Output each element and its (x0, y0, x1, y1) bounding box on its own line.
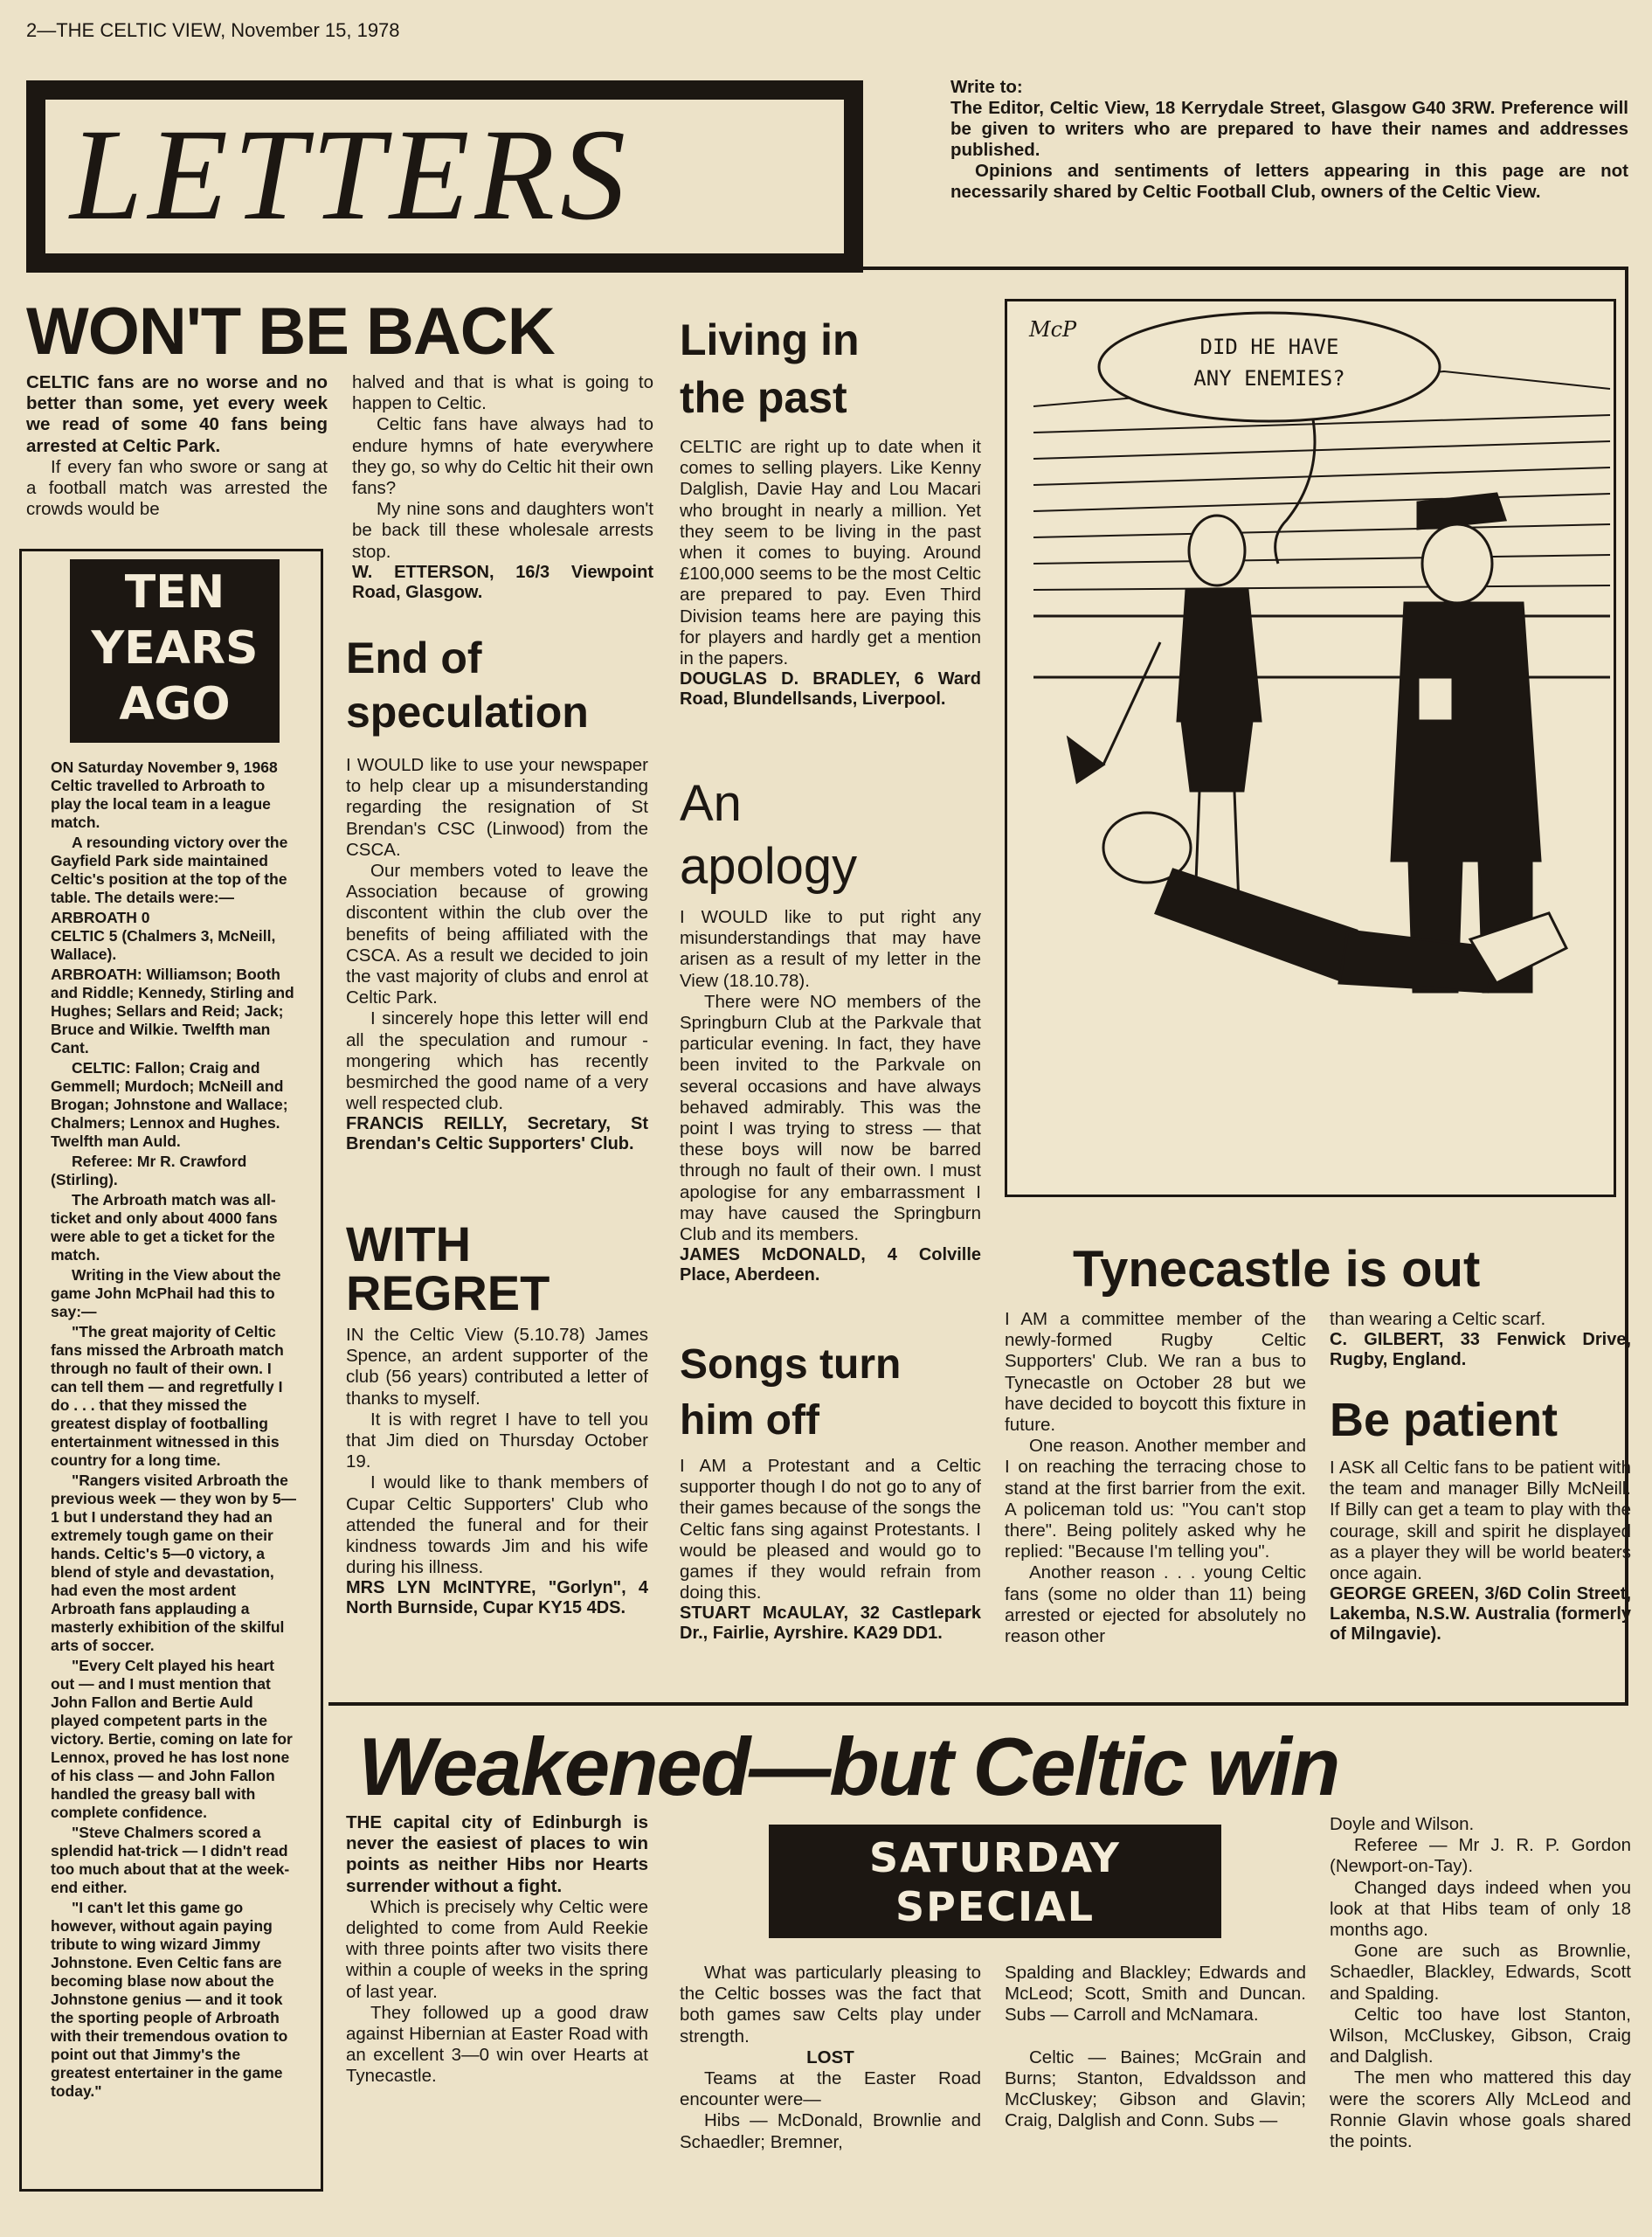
wont-be-back-col2 (352, 372, 653, 603)
headline-living-in-the-past (680, 311, 860, 426)
weakened-top-rule (328, 1702, 1628, 1706)
disclaimer: Opinions and sentiments of letters appearing in this page are not necessarily shared by Celtic Football Club, owners of the Celtic View. (950, 161, 1628, 202)
ten-years-ago-body (51, 758, 299, 2102)
tyne-p3-cont: than wearing a Celtic scarf. (1330, 1309, 1546, 1329)
apology-p1: I WOULD like to put right any misunderstandings that may have arisen as a result of my letter in the View (18.10.78). (680, 907, 981, 991)
tya-p8: Writing in the View about the game John McPhail had this to say:— (51, 1266, 281, 1320)
weakened-col1 (346, 1812, 648, 2088)
tya-p9: "The great majority of Celtic fans missed the Arbroath match through no fault of their own. I can tell them — and regretfully I do . . . that they missed the greatest display of footballing entertainment witnessed in this country for a long time. (51, 1323, 284, 1469)
apology-p2: There were NO members of the Springburn Club at the Parkvale that particular evening. In fact, they have been invited to the Parkvale on several occasions and have always behaved admirably. This was the point I was trying to stress — that these boys will now be barred through no fault of their own. I must apologise for any embarrassment I may have caused the Springburn Club and its members. (680, 991, 981, 1245)
songs-head-2: him off (680, 1397, 819, 1444)
weakened-col2 (680, 1963, 981, 2153)
wont-be-back-col1 (26, 372, 328, 520)
headline-tynecastle: Tynecastle is out (1073, 1241, 1481, 1298)
apology-head-2: apology (680, 838, 858, 895)
weakened-p6-cont: Doyle and Wilson. (1330, 1814, 1475, 1834)
folio: 2—THE CELTIC VIEW, November 15, 1978 (26, 19, 400, 41)
litp-signature: DOUGLAS D. BRADLEY, 6 Ward Road, Blundellsands, Liverpool. (680, 669, 981, 710)
wr-p3: I would like to thank members of Cupar Celtic Supporters' Club who attended the funeral and for their kindness towards Jim and his wife during his illness. (346, 1472, 648, 1578)
wont-be-back-p2: Celtic fans have always had to endure hymns of hate everywhere they go, so why do Celtic hit their own fans? (352, 414, 653, 499)
litp-head-2: the past (680, 373, 847, 422)
an-apology-body (680, 907, 981, 1285)
living-in-the-past-body (680, 437, 981, 710)
weakened-p10: Celtic too have lost Stanton, Wilson, McCluskey, Gibson, Craig and Dalglish. (1330, 2004, 1631, 2067)
weakened-p9: Gone are such as Brownlie, Schaedler, Blackley, Edwards, Scott and Spalding. (1330, 1941, 1631, 2004)
wr-signature: MRS LYN McINTYRE, "Gorlyn", 4 North Burnside, Cupar KY15 4DS. (346, 1578, 648, 1618)
tyne-p1: I AM a committee member of the newly-formed Rugby Celtic Supporters' Club. We ran a bus to Tynecastle on October 28 but we have decided to boycott this fixture in future. (1005, 1309, 1306, 1436)
eos-head-2: speculation (346, 688, 589, 737)
weakened-col4 (1330, 1814, 1631, 2152)
songs-signature: STUART McAULAY, 32 Castlepark Dr., Fairlie, Ayrshire. KA29 DD1. (680, 1603, 981, 1644)
tynecastle-col1 (1005, 1309, 1306, 1647)
ten-years-ago-line1: TEN (124, 566, 225, 619)
tya-p7: The Arbroath match was all-ticket and only about 4000 fans were able to get a ticket for the match. (51, 1191, 278, 1264)
tya-p0: ON Saturday November 9, 1968 Celtic travelled to Arbroath to play the local team in a league match. (51, 758, 278, 831)
tya-p4: ARBROATH: Williamson; Booth and Riddle; Kennedy, Stirling and Hughes; Sellars and Reid; Jack; Bruce and Wilkie. Twelfth man Cant. (51, 966, 294, 1056)
wr-p1: IN the Celtic View (5.10.78) James Spence, an ardent supporter of the club (56 years) contributed a letter of thanks to myself. (346, 1325, 648, 1409)
tya-p6: Referee: Mr R. Crawford (Stirling). (51, 1153, 247, 1188)
eos-head-1: End of (346, 634, 482, 682)
tya-p12: "Steve Chalmers scored a splendid hat-trick — I didn't read too much about that at the week-end either. (51, 1824, 290, 1896)
badge-line2: SPECIAL (895, 1883, 1096, 1930)
tyne-p2: One reason. Another member and I on reaching the terracing chose to stand at the first barrier from the exit. A policeman told us: "You can't stop there". Being politely asked why he replied: "Because I'm telling you". (1005, 1436, 1306, 1562)
headline-songs-turn-him-off (680, 1337, 901, 1449)
weakened-p5-cont: Spalding and Blackley; Edwards and McLeod; Scott, Smith and Duncan. Subs — Carroll and McNamara. (1005, 1963, 1306, 2026)
weakened-p8: Changed days indeed when you look at that Hibs team of only 18 months ago. (1330, 1877, 1631, 1941)
wr-p2: It is with regret I have to tell you that Jim died on Thursday October 19. (346, 1409, 648, 1472)
wont-be-back-lead: CELTIC fans are no worse and no better than some, yet every week we read of some 40 fans being arrested at Celtic Park. (26, 372, 328, 456)
ten-years-ago-line2: YEARS (91, 622, 259, 675)
headline-with-regret (346, 1216, 550, 1320)
tya-p3: CELTIC 5 (Chalmers 3, McNeill, Wallace). (51, 927, 276, 963)
badge-line1: SATURDAY (868, 1834, 1121, 1881)
tynecastle-col2 (1330, 1309, 1631, 1370)
tya-p2: ARBROATH 0 (51, 909, 150, 926)
tya-p1: A resounding victory over the Gayfield Park side maintained Celtic's position at the top of the table. The details were:— (51, 834, 288, 906)
weakened-p5: Hibs — McDonald, Brownlie and Schaedler; Bremner, (680, 2110, 981, 2152)
ten-years-ago-heading (70, 559, 280, 743)
tya-p11: "Every Celt played his heart out — and I must mention that John Fallon and Bertie Auld played competent parts in the victory. Bertie, coming on late for Lennox, proved he has lost none of his class — and John Fallon handled the greasy ball with complete confidence. (51, 1657, 293, 1821)
cartoon-illustration (1007, 301, 1614, 1195)
weakened-p6: Celtic — Baines; McGrain and Burns; Stanton, Edvaldsson and McCluskey; Gibson and Glavin; Craig, Dalglish and Conn. Subs — (1005, 2047, 1306, 2131)
apology-signature: JAMES McDONALD, 4 Colville Place, Aberdeen. (680, 1245, 981, 1285)
masthead-info (950, 77, 1628, 203)
weakened-p4: Teams at the Easter Road encounter were— (680, 2068, 981, 2110)
headline-wont-be-back: WON'T BE BACK (26, 294, 555, 369)
songs-head-1: Songs turn (680, 1341, 902, 1388)
eos-p2: Our members voted to leave the Association because of growing discontent within the club over the benefits of being affiliated with the CSCA. As a result we decided to join the vast majority of clubs and enrol at Celtic Park. (346, 861, 648, 1008)
wr-head-2: REGRET (346, 1265, 550, 1320)
litp-head-1: Living in (680, 315, 860, 364)
cartoon-frame (1005, 299, 1616, 1197)
policeman-figure (1392, 494, 1540, 992)
weakened-p3: What was particularly pleasing to the Celtic bosses was the fact that both games saw Celts play under strength. (680, 1963, 981, 2047)
svg-text:ANY ENEMIES?: ANY ENEMIES? (1193, 366, 1345, 391)
cartoon-signature: McP (1029, 317, 1077, 342)
songs-p1: I AM a Protestant and a Celtic supporter though I do not go to any of their games because of the songs the Celtic fans sing against Protestants. I would be pleased and would go to games if they would refrain from doing this. (680, 1456, 981, 1603)
weakened-subhead-lost: LOST (806, 2047, 854, 2067)
tya-p5: CELTIC: Fallon; Craig and Gemmell; Murdoch; McNeill and Brogan; Johnstone and Wallace; Chalmers; Lennox and Hughes. Twelfth man Auld. (51, 1059, 288, 1150)
saturday-special-badge (769, 1825, 1221, 1938)
tyne-signature: C. GILBERT, 33 Fenwick Drive, Rugby, England. (1330, 1330, 1631, 1370)
headline-weakened: Weakened—but Celtic win (358, 1721, 1339, 1812)
eos-p3: I sincerely hope this letter will end all the speculation and rumour - mongering which has recently besmirched the good name of a very well respected club. (346, 1008, 648, 1114)
weakened-col3 (1005, 1963, 1306, 2131)
litp-p1: CELTIC are right up to date when it comes to selling players. Like Kenny Dalglish, Davie Hay and Lou Macari who brought in nearly a million. Yet they seem to be living in the past when it comes to buying. Around £100,000 seems to be the most Celtic are prepared to pay. Even Third Division teams here are paying this for players and hardly get a mention in the papers. (680, 437, 981, 669)
headline-an-apology (680, 772, 857, 898)
weakened-p1: Which is precisely why Celtic were delighted to come from Auld Reekie with three points after two visits there within a couple of weeks in the spring of last year. (346, 1896, 648, 2002)
cartoon-speech-text: DID HE HAVE (1199, 335, 1339, 359)
with-regret-body (346, 1325, 648, 1618)
wont-be-back-p3: My nine sons and daughters won't be back till these wholesale arrests stop. (352, 499, 653, 562)
ten-years-ago-line3: AGO (119, 678, 231, 731)
apology-head-1: An (680, 775, 742, 832)
weakened-lead: THE capital city of Edinburgh is never the easiest of places to win points as neither Hibs nor Hearts surrender without a fight. (346, 1812, 648, 1896)
eos-signature: FRANCIS REILLY, Secretary, St Brendan's Celtic Supporters' Club. (346, 1114, 648, 1154)
songs-turn-him-off-body (680, 1456, 981, 1644)
wont-be-back-p1: If every fan who swore or sang at a football match was arrested the crowds would be (26, 456, 328, 520)
top-rule (863, 267, 1628, 270)
tyne-p3: Another reason . . . young Celtic fans (some no older than 11) being arrested or ejected for absolutely no reason other (1005, 1562, 1306, 1647)
wont-be-back-p1-cont: halved and that is what is going to happen to Celtic. (352, 372, 653, 414)
weakened-p7: Referee — Mr J. R. P. Gordon (Newport-on-Tay). (1330, 1835, 1631, 1877)
wr-head-1: WITH (346, 1216, 472, 1271)
patient-signature: GEORGE GREEN, 3/6D Colin Street, Lakemba, N.S.W. Australia (formerly of Milngavie). (1330, 1584, 1631, 1645)
wont-be-back-signature: W. ETTERSON, 16/3 Viewpoint Road, Glasgow. (352, 562, 653, 602)
write-to-label: Write to: (950, 77, 1023, 97)
weakened-p2: They followed up a good draw against Hibernian at Easter Road with an excellent 3—0 win over Hearts at Tynecastle. (346, 2002, 648, 2087)
editor-address: The Editor, Celtic View, 18 Kerrydale Street, Glasgow G40 3RW. Preference will be given to writers who are prepared to have their names and addresses published. (950, 98, 1628, 160)
be-patient-body (1330, 1458, 1631, 1645)
headline-end-of-speculation (346, 631, 589, 739)
patient-p1: I ASK all Celtic fans to be patient with the team and manager Billy McNeill. If Billy can get a team to play with the courage, skill and spirit he displayed as a player they will be world beaters once again. (1330, 1458, 1631, 1584)
headline-be-patient: Be patient (1330, 1394, 1559, 1446)
end-of-speculation-body (346, 755, 648, 1154)
masthead-title: LETTERS (70, 102, 632, 247)
eos-p1: I WOULD like to use your newspaper to help clear up a misunderstanding regarding the resignation of St Brendan's CSC (Linwood) from the CSCA. (346, 755, 648, 860)
tya-p13: "I can't let this game go however, without again paying tribute to wing wizard Jimmy Johnstone. Even Celtic fans are becoming blase now about the Johnstone genius — and it took the sporting people of Arbroath with their tremendous ovation to point out that Jimmy's the greatest entertainer in the game today." (51, 1899, 288, 2100)
tya-p10: "Rangers visited Arbroath the previous week — they won by 5—1 but I understand they had an extremely tough game on their hands. Celtic's 5—0 victory, a blend of style and devastation, had even the most ardent Arbroath fans applauding a masterly exhibition of the skilful arts of soccer. (51, 1472, 297, 1654)
weakened-p11: The men who mattered this day were the scorers Ally McLeod and Ronnie Glavin whose goals shared the points. (1330, 2067, 1631, 2152)
